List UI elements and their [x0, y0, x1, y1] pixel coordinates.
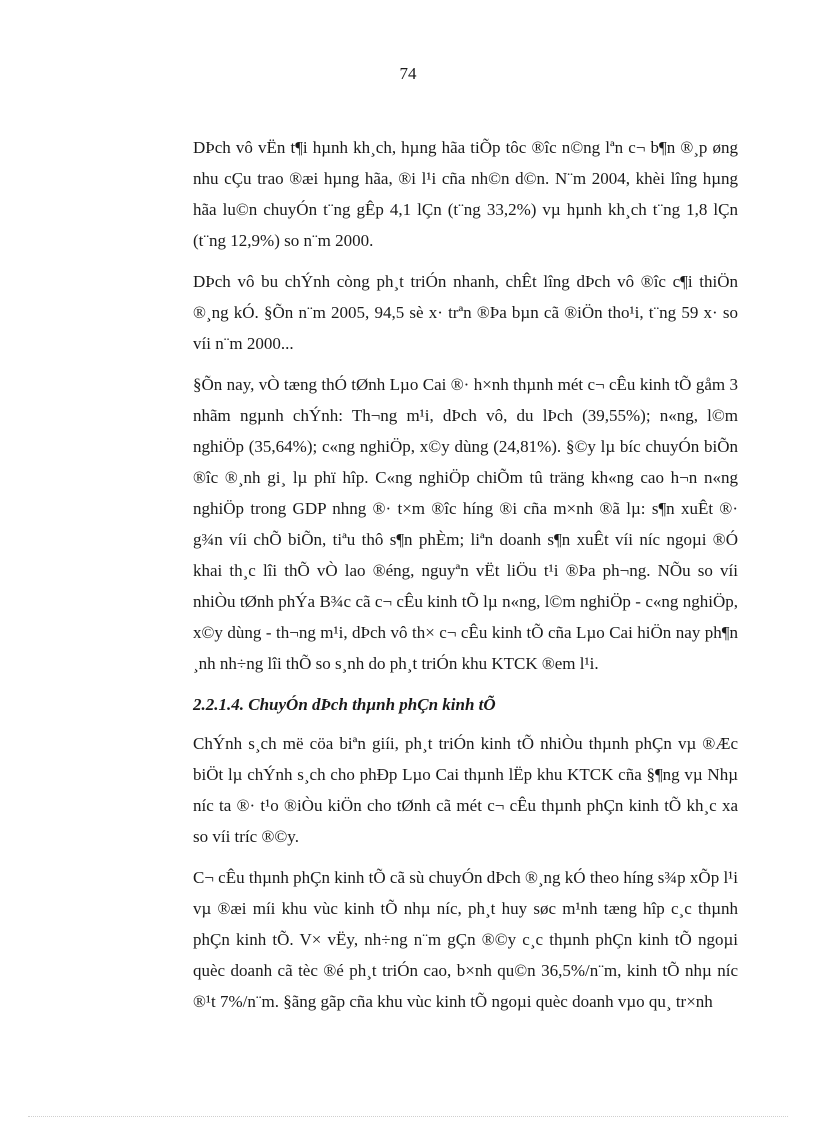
paragraph-sector-shift: C¬ cÊu thµnh phÇn kinh tÕ cã sù chuyÓn dÞch ®¸ng kÓ theo híng s¾p xÕp l¹i vµ ®æi míi khu vùc kinh tÕ nhµ níc, ph¸t huy søc m¹nh tæng hîp c¸c thµnh phÇn kinh tÕ. V× vËy, nh÷ng n¨m gÇn ®©y c¸c thµnh phÇn kinh tÕ ngoµi quèc doanh cã tèc ®é ph¸t triÓn cao, b×nh qu©n 36,5%/n¨m, kinh tÕ nhµ níc ®¹t 7%/n¨m. §ãng gãp cña khu vùc kinh tÕ ngoµi quèc doanh vµo qu¸ tr×nh — [193, 868, 738, 1011]
paragraph-postal: DÞch vô bu chÝnh còng ph¸t triÓn nhanh, chÊt lîng dÞch vô ®îc c¶i thiÖn ®¸ng kÓ. §Õn n¨m 2005, 94,5 sè x· trªn ®Þa bµn cã ®iÖn tho¹i, t¨ng 59 x· so víi n¨m 2000... — [193, 272, 738, 353]
page-number: 74 — [399, 64, 417, 83]
document-body — [193, 132, 738, 1027]
paragraph-transport: DÞch vô vËn t¶i hµnh kh¸ch, hµng hãa tiÕp tôc ®îc n©ng lªn c¬ b¶n ®¸p øng nhu cÇu trao ®æi hµng hãa, ®i l¹i cña nh©n d©n. N¨m 2004, khèi lîng hµng hãa lu©n chuyÓn t¨ng gÊp 4,1 lÇn (t¨ng 33,2%) vµ hµnh kh¸ch t¨ng 1,8 lÇn (t¨ng 12,9%) so n¨m 2000. — [193, 138, 738, 250]
paragraph-border-policy: ChÝnh s¸ch më cöa biªn giíi, ph¸t triÓn kinh tÕ nhiÒu thµnh phÇn vµ ®Æc biÖt lµ chÝnh s¸ch cho phÐp Lµo Cai thµnh lËp khu KTCK cña §¶ng vµ Nhµ níc ta ®· t¹o ®iÒu kiÖn cho tØnh cã mét c¬ cÊu thµnh phÇn kinh tÕ kh¸c xa so víi tríc ®©y. — [193, 734, 738, 846]
footer-divider — [28, 1116, 788, 1117]
section-heading: 2.2.1.4. ChuyÓn dÞch thµnh phÇn kinh tÕ — [193, 695, 496, 714]
paragraph-economic-structure: §Õn nay, vÒ tæng thÓ tØnh Lµo Cai ®· h×nh thµnh mét c¬ cÊu kinh tÕ gåm 3 nhãm ngµnh chÝnh: Th¬ng m¹i, dÞch vô, du lÞch (39,55%); n«ng, l©m nghiÖp (35,64%); c«ng nghiÖp, x©y dùng (24,81%). §©y lµ bíc chuyÓn biÕn ®îc ®¸nh gi¸ lµ phï hîp. C«ng nghiÖp chiÕm tû träng kh«ng cao h¬n n«ng nghiÖp trong GDP nhng ®· t×m ®îc híng ®i cña m×nh ®ã lµ: s¶n xuÊt ®· g¾n víi chÕ biÕn, tiªu thô s¶n phÈm; liªn doanh s¶n xuÊt víi níc ngoµi ®Ó khai th¸c lîi thÕ vÒ lao ®éng, nguyªn vËt liÖu t¹i ®Þa ph¬ng. NÕu so víi nhiÒu tØnh phÝa B¾c cã c¬ cÊu kinh tÕ lµ n«ng, l©m nghiÖp - c«ng nghiÖp, x©y dùng - th¬ng m¹i, dÞch vô th× c¬ cÊu kinh tÕ cña Lµo Cai hiÖn nay ph¶n ¸nh nh÷ng lîi thÕ so s¸nh do ph¸t triÓn khu KTCK ®em l¹i. — [193, 375, 738, 673]
